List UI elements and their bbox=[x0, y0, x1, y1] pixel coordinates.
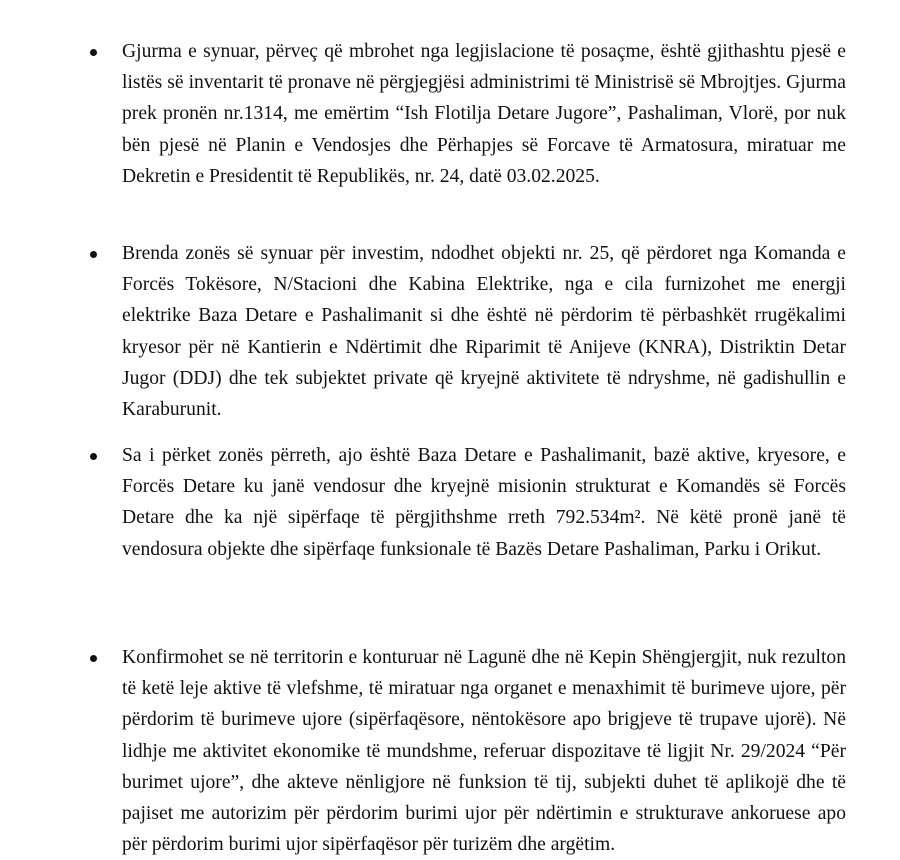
bullet-icon bbox=[90, 453, 97, 460]
bullet-icon bbox=[90, 251, 97, 258]
bullet-text: Gjurma e synuar, përveç që mbrohet nga legjislacione të posaçme, është gjithashtu pjesë e listës së inventarit të pronave në përgjegjësi administrimi të Ministrisë së Mbrojtjes. Gjurma prek pronën nr.1314, me emërtim “Ish Flotilja Detare Jugore”, Pashaliman, Vlorë, por nuk bën pjesë në Planin e Vendosjes dhe Përhapjes së Forcave të Armatosura, miratuar me Dekretin e Presidentit të Republikës, nr. 24, datë 03.02.2025. bbox=[122, 41, 846, 187]
bullet-text: Brenda zonës së synuar për investim, ndodhet objekti nr. 25, që përdoret nga Komanda e Forcës Tokësore, N/Stacioni dhe Kabina Elektrike, nga e cila furnizohet me energji elektrike Baza Detare e Pashalimanit si dhe është në përdorim të përbashkët rrugëkalimi kryesor për në Kantierin e Ndërtimit dhe Riparimit të Anijeve (KNRA), Distriktin Detar Jugor (DDJ) dhe tek subjektet private që kryejnë aktivitete të ndryshme, në gadishullin e Karaburunit. bbox=[122, 243, 846, 421]
bullet-icon bbox=[90, 655, 97, 662]
bullet-item bbox=[122, 238, 846, 425]
bullet-item bbox=[122, 36, 846, 192]
bullet-item bbox=[122, 642, 846, 860]
bullet-text: Sa i përket zonës përreth, ajo është Baza Detare e Pashalimanit, bazë aktive, kryesore, e Forcës Detare ku janë vendosur dhe kryejnë misionin strukturat e Komandës së Forcës Detare dhe ka një sipërfaqe të përgjithshme rreth 792.534m². Në këtë pronë janë të vendosura objekte dhe sipërfaqe funksionale të Bazës Detare Pashaliman, Parku i Orikut. bbox=[122, 445, 846, 560]
bullet-icon bbox=[90, 49, 97, 56]
bullet-text: Konfirmohet se në territorin e konturuar në Lagunë dhe në Kepin Shëngjergjit, nuk rezulton të ketë leje aktive të vlefshme, të miratuar nga organet e menaxhimit të burimeve ujore, për përdorim të burimeve ujore (sipërfaqësore, nëntokësore apo brigjeve të trupave ujorë). Në lidhje me aktivitet ekonomike të mundshme, referuar dispozitave të ligjit Nr. 29/2024 “Për burimet ujore”, dhe akteve nënligjore në funksion të tij, subjekti duhet të aplikojë dhe të pajiset me autorizim për përdorim burimi ujor për ndërtimin e strukturave ankoruese apo për përdorim burimi ujor sipërfaqësor për turizëm dhe argëtim. bbox=[122, 647, 846, 856]
bullet-item bbox=[122, 440, 846, 565]
